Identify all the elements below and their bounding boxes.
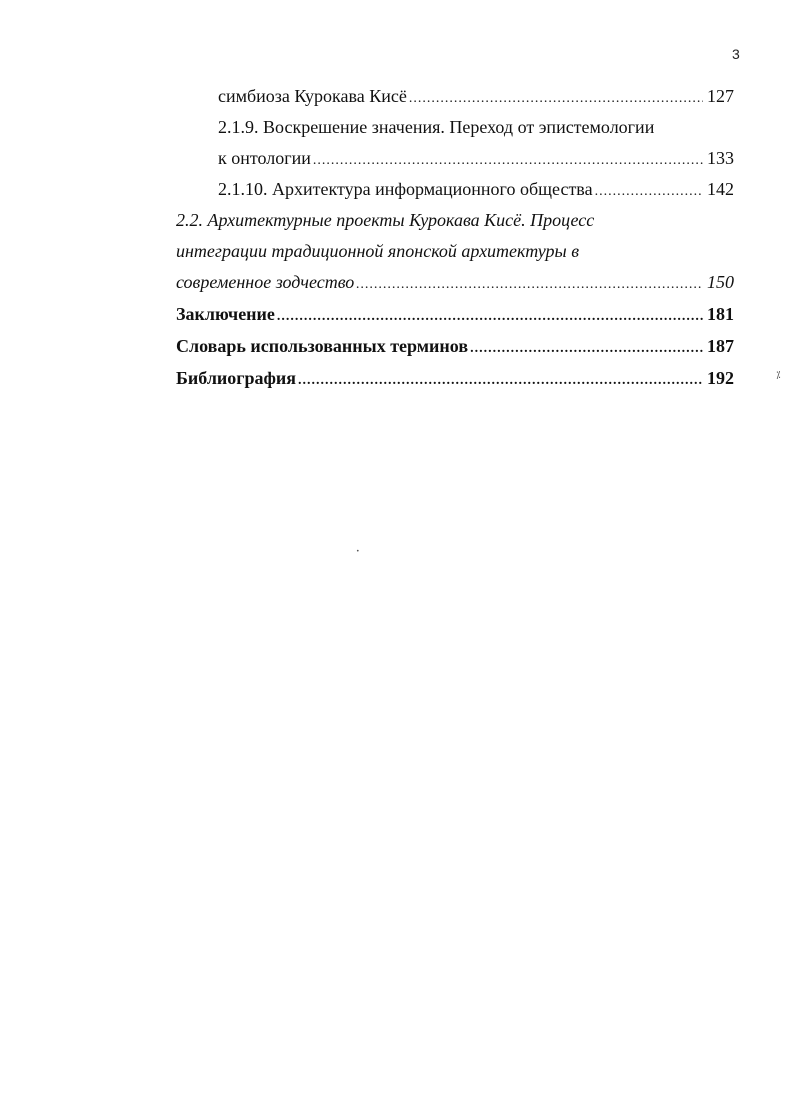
page-number: 3 <box>732 46 740 62</box>
toc-entry-architectural-projects <box>176 271 734 296</box>
toc-entry-title: Заключение <box>176 304 275 324</box>
toc-leader-dots <box>356 274 703 296</box>
toc-entry-page: 133 <box>707 148 734 168</box>
toc-leader-dots <box>313 150 703 172</box>
toc-entry-title-line1: 2.2. Архитектурные проекты Курокава Кисё. Процесс <box>176 210 595 230</box>
toc-entry-glossary <box>176 335 734 360</box>
toc-entry-title-line2: к онтологии <box>218 148 311 168</box>
toc-entry-symbiosis <box>218 85 734 110</box>
toc-entry-page: 142 <box>707 179 734 199</box>
toc-leader-dots <box>470 338 703 360</box>
toc-entry-page: 187 <box>707 336 734 356</box>
toc-entry-page: 192 <box>707 368 734 388</box>
toc-entry-title: Словарь использованных терминов <box>176 336 469 356</box>
toc-entry-title-line2: интеграции традиционной японской архитектуры в <box>176 241 580 261</box>
toc-entry-page: 127 <box>707 86 734 106</box>
toc-leader-dots <box>595 181 703 203</box>
toc-entry-page: 181 <box>707 304 734 324</box>
scan-artifact-dot: • <box>356 548 360 555</box>
toc-leader-dots <box>277 306 703 328</box>
toc-entry-title: Библиография <box>176 368 297 388</box>
toc-entry-title-line1: 2.1.9. Воскрешение значения. Переход от эпистемологии <box>218 117 655 137</box>
toc-entry-bibliography <box>176 367 734 392</box>
scan-artifact-mark: ⁒ <box>776 370 781 381</box>
toc-entry-information-society <box>218 178 734 203</box>
toc-entry-meaning <box>218 147 734 172</box>
toc-entry-title: симбиоза Курокава Кисё <box>218 86 407 106</box>
toc-entry-title-line3: современное зодчество <box>176 272 355 292</box>
toc-entry-conclusion <box>176 303 734 328</box>
toc-entry-title: 2.1.10. Архитектура информационного общества <box>218 179 593 199</box>
toc-entry-page: 150 <box>707 272 734 292</box>
toc-leader-dots <box>298 370 703 392</box>
toc-leader-dots <box>409 88 703 110</box>
